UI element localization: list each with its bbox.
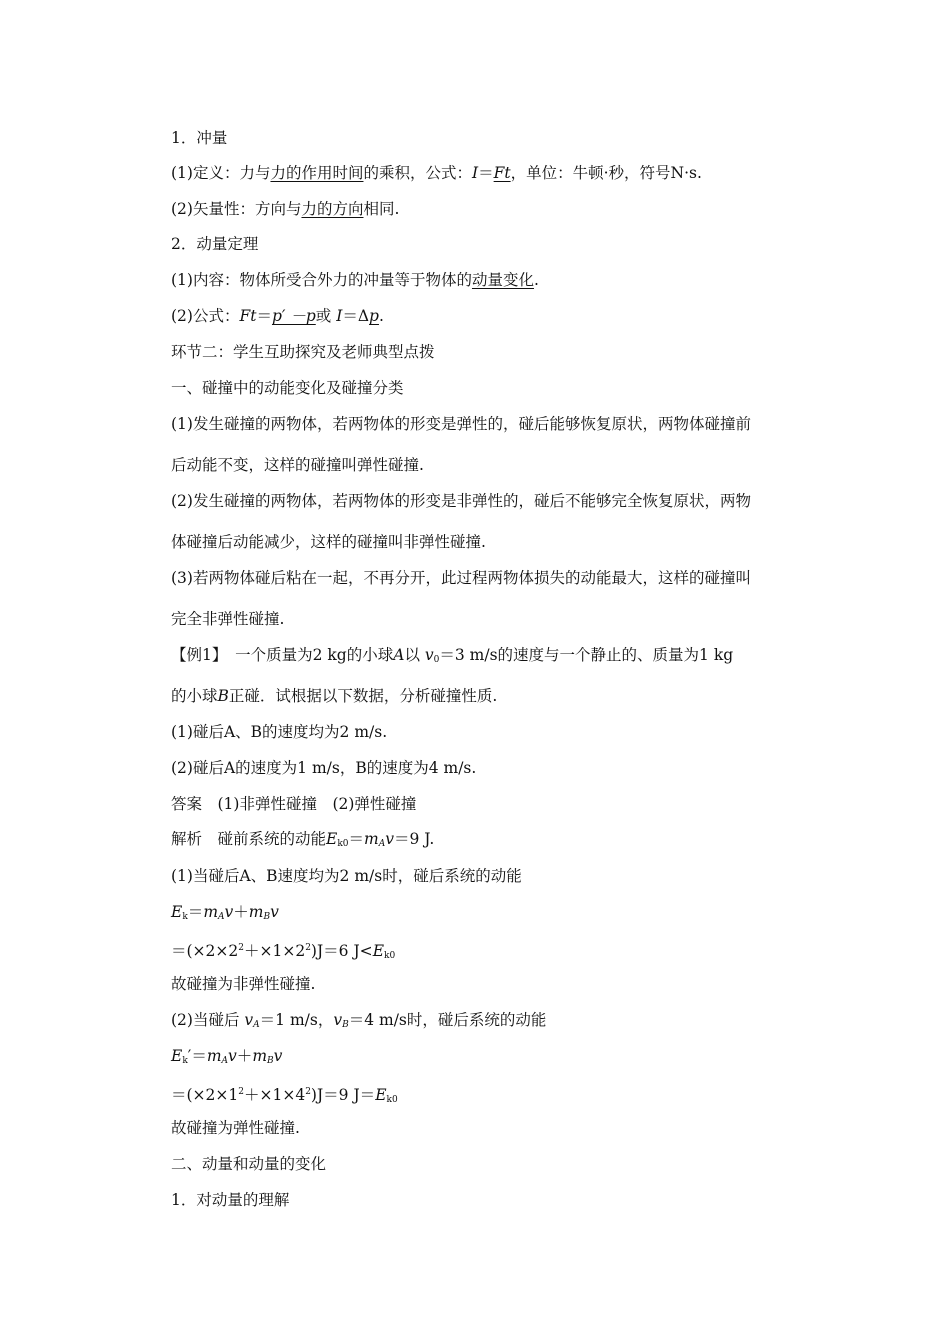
solution-calc-2 — [171, 1082, 398, 1110]
collision-type-1-cont: 后动能不变，这样的碰撞叫弹性碰撞. — [171, 456, 424, 474]
subscript: A — [221, 1056, 229, 1066]
subscript: k0 — [337, 839, 349, 849]
symbol: v — [385, 830, 395, 848]
symbol: E — [171, 903, 183, 921]
collision-type-1: (1)发生碰撞的两物体，若两物体的形变是弹性的，碰后能够恢复原状，两物体碰撞前 — [171, 415, 751, 433]
text: 的小球 — [171, 687, 218, 705]
solution-case-2 — [171, 1010, 546, 1035]
symbol: v — [228, 1047, 237, 1065]
superscript: 2 — [238, 943, 244, 953]
text: . — [378, 307, 384, 325]
symbol: I — [336, 307, 343, 325]
symbol: B — [217, 687, 229, 705]
underlined-answer: 动量变化 — [471, 271, 534, 289]
solution-ek-2 — [171, 1046, 282, 1071]
text: ＝3 m/s的速度与一个静止的、质量为1 kg — [439, 646, 734, 664]
symbol: I — [472, 164, 479, 182]
text: ＋×1×2 — [243, 942, 306, 960]
part-two-heading: 二、动量和动量的变化 — [171, 1155, 327, 1173]
part-one-heading: 一、碰撞中的动能变化及碰撞分类 — [171, 379, 404, 397]
subscript: k0 — [386, 1095, 398, 1105]
text: )J＝6 J< — [310, 942, 373, 960]
section-impulse-title: 1．冲量 — [171, 129, 228, 147]
impulse-vector — [171, 199, 399, 219]
symbol: v — [273, 1047, 283, 1065]
text: ＝4 m/s时，碰后系统的动能 — [348, 1011, 547, 1029]
text: ＝ — [348, 830, 365, 848]
text: (2)公式： — [171, 307, 240, 325]
solution-intro — [171, 829, 434, 854]
conclusion-1: 故碰撞为非弹性碰撞. — [171, 975, 316, 993]
subscript: A — [218, 912, 225, 922]
text: ＝ — [256, 307, 272, 325]
superscript: 2 — [305, 943, 311, 953]
text: ＝(×2×1 — [171, 1086, 239, 1104]
symbol: v — [270, 903, 279, 921]
subscript: B — [267, 1056, 274, 1066]
symbol: A — [393, 646, 405, 664]
text: ，单位：牛顿·秒，符号N·s. — [510, 164, 702, 182]
text: 相同. — [363, 200, 400, 218]
text: ＋×1×4 — [243, 1086, 306, 1104]
theorem-formula — [171, 306, 384, 326]
superscript: 2 — [238, 1087, 244, 1097]
text: 一个质量为2 kg的小球 — [219, 646, 394, 664]
text: 或 — [315, 307, 337, 325]
symbol: E — [171, 1047, 183, 1065]
impulse-definition — [171, 163, 702, 183]
symbol: E — [372, 942, 385, 960]
text: 解析 碰前系统的动能 — [171, 830, 327, 848]
symbol: v — [244, 1011, 254, 1029]
underlined-answer: 力的方向 — [301, 200, 364, 218]
symbol: E — [375, 1086, 387, 1104]
symbol: m — [364, 830, 379, 848]
superscript: 2 — [305, 1087, 311, 1097]
text: ＝9 J. — [394, 830, 435, 848]
example-tag: 【例1】 — [171, 646, 220, 664]
text: (2)矢量性：方向与 — [171, 200, 302, 218]
underlined-answer: p — [369, 307, 379, 325]
symbol: E — [326, 830, 338, 848]
example-1 — [171, 645, 733, 670]
theorem-content — [171, 270, 539, 290]
collision-type-3-cont: 完全非弹性碰撞. — [171, 610, 285, 628]
text: (2)当碰后 — [171, 1011, 245, 1029]
subscript: k0 — [384, 951, 396, 961]
text: ＝Δ — [342, 307, 370, 325]
link-two-heading: 环节二：学生互助探究及老师典型点拨 — [171, 343, 435, 361]
text: . — [533, 271, 539, 289]
question-1: (1)碰后A、B的速度均为2 m/s. — [171, 723, 388, 741]
text: ＋ — [233, 903, 249, 921]
subscript: B — [263, 912, 271, 922]
underlined-answer: p′ －p — [271, 307, 316, 325]
text: ＋ — [236, 1047, 253, 1065]
symbol: v — [224, 903, 234, 921]
underlined-answer: 力的作用时间 — [270, 164, 364, 182]
subscript: A — [378, 839, 386, 849]
text: ＝(×2×2 — [171, 942, 239, 960]
text: 的乘积，公式： — [363, 164, 472, 182]
example-1-cont — [171, 686, 497, 706]
question-2: (2)碰后A的速度为1 m/s，B的速度为4 m/s. — [171, 759, 477, 777]
text: 正碰．试根据以下数据，分析碰撞性质. — [228, 687, 498, 705]
underlined-answer: Ft — [493, 164, 511, 182]
symbol: m — [252, 1047, 268, 1065]
section-momentum-theorem-title: 2．动量定理 — [171, 235, 259, 253]
text: 以 — [404, 646, 425, 664]
subscript: k — [182, 1056, 188, 1066]
symbol: m — [206, 1047, 222, 1065]
text: ′＝ — [187, 1047, 207, 1065]
text: (1)内容：物体所受合外力的冲量等于物体的 — [171, 271, 472, 289]
symbol: v — [333, 1011, 343, 1029]
text: )J＝9 J＝ — [310, 1086, 376, 1104]
solution-case-1: (1)当碰后A、B速度均为2 m/s时，碰后系统的动能 — [171, 867, 522, 885]
subscript: B — [342, 1020, 349, 1030]
symbol: m — [203, 903, 219, 921]
symbol: m — [248, 903, 264, 921]
text: ＝1 m/s， — [259, 1011, 334, 1029]
subscript: 0 — [433, 655, 440, 665]
collision-type-2: (2)发生碰撞的两物体，若两物体的形变是非弹性的，碰后不能够完全恢复原状，两物 — [171, 492, 751, 510]
solution-ek-1 — [171, 902, 279, 927]
collision-type-3: (3)若两物体碰后粘在一起，不再分开，此过程两物体损失的动能最大，这样的碰撞叫 — [171, 569, 751, 587]
answer: 答案 (1)非弹性碰撞 (2)弹性碰撞 — [171, 795, 417, 813]
collision-type-2-cont: 体碰撞后动能减少，这样的碰撞叫非弹性碰撞. — [171, 533, 486, 551]
subscript: k — [182, 912, 188, 922]
symbol: Ft — [239, 307, 257, 325]
text: ＝ — [478, 164, 494, 182]
momentum-understanding-title: 1．对动量的理解 — [171, 1191, 290, 1209]
conclusion-2: 故碰撞为弹性碰撞. — [171, 1119, 300, 1137]
text: (1)定义：力与 — [171, 164, 271, 182]
symbol: v — [424, 646, 434, 664]
subscript: A — [253, 1020, 260, 1030]
solution-calc-1 — [171, 938, 395, 966]
text: ＝ — [187, 903, 204, 921]
